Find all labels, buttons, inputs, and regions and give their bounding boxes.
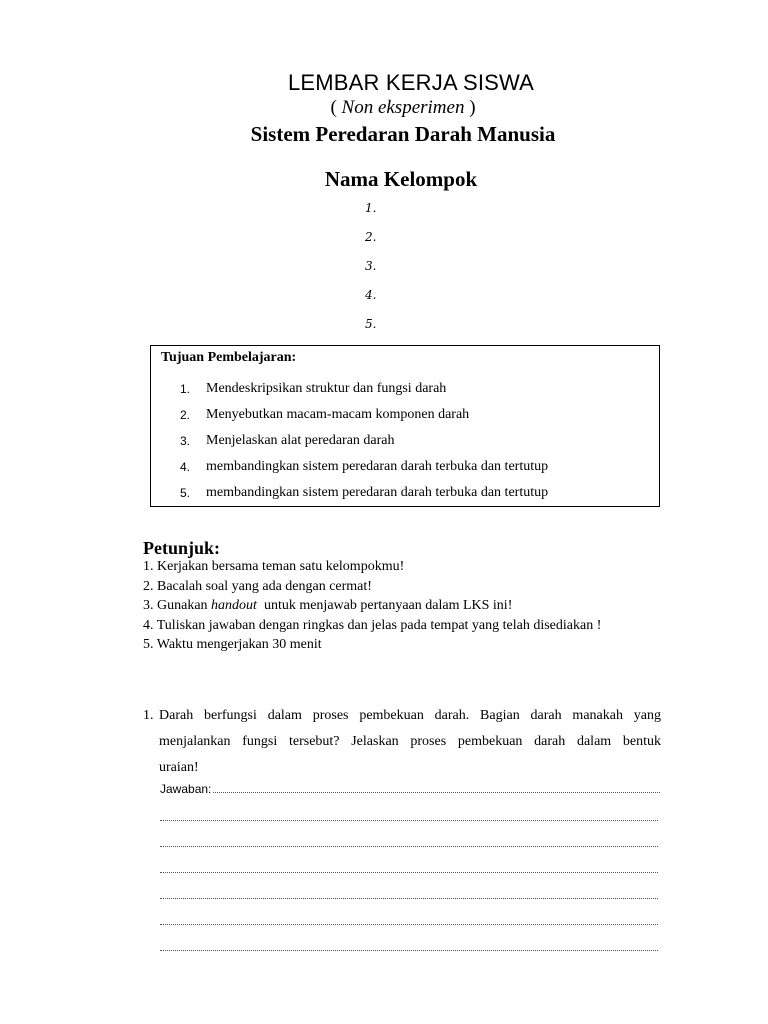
objectives-title: Tujuan Pembelajaran: (161, 350, 297, 365)
objective-item (160, 402, 548, 428)
instruction-item: 4. Tuliskan jawaban dengan ringkas dan jelas pada tempat yang telah disediakan ! (143, 617, 602, 633)
objectives-list (160, 376, 548, 506)
objective-number: 2. (179, 408, 190, 422)
question-line (143, 755, 661, 781)
instruction-item: 1. Kerjakan bersama teman satu kelompokmu! (143, 559, 405, 574)
objective-text: membandingkan sistem peredaran darah terbuka dan tertutup (206, 485, 549, 500)
worksheet-title: LEMBAR KERJA SISWA (287, 70, 535, 95)
question-text: uraian! (159, 760, 199, 775)
group-member-number: 3. (365, 259, 377, 273)
objective-item (160, 454, 548, 480)
objective-item (160, 428, 548, 454)
answer-row[interactable] (160, 782, 660, 796)
instruction-italic-text: handout (211, 598, 257, 613)
question-line (143, 703, 661, 729)
objective-number: 5. (179, 486, 190, 500)
group-member-number: 4. (365, 288, 377, 302)
group-member-number: 5. (365, 317, 377, 331)
instructions-title: Petunjuk: (143, 538, 221, 558)
question-text: Darah berfungsi dalam proses pembekuan darah. Bagian darah manakah yang (159, 708, 661, 723)
objective-number: 1. (179, 382, 190, 396)
objective-number: 3. (179, 434, 190, 448)
subtitle-italic: Non eksperimen (341, 97, 465, 118)
instruction-text: untuk menjawab pertanyaan dalam LKS ini! (256, 598, 513, 613)
worksheet-topic: Sistem Peredaran Darah Manusia (250, 122, 556, 146)
answer-dotted-line[interactable] (160, 898, 658, 899)
objective-text: Menjelaskan alat peredaran darah (206, 433, 395, 448)
group-member-number: 2. (365, 230, 377, 244)
answer-dotted-line[interactable] (160, 846, 658, 847)
group-heading: Nama Kelompok (324, 167, 478, 191)
question-number: 1. (143, 708, 154, 723)
answer-dotted-line[interactable] (160, 950, 658, 951)
subtitle-close: ) (464, 97, 476, 118)
group-member-number: 1. (365, 201, 377, 215)
instruction-text: 3. Gunakan (143, 598, 212, 613)
subtitle-open: ( (330, 97, 342, 118)
instruction-item: 5. Waktu mengerjakan 30 menit (143, 637, 322, 652)
objective-number: 4. (179, 460, 190, 474)
objective-item (160, 480, 548, 506)
answer-dotted-line[interactable] (160, 924, 658, 925)
answer-dotted-line[interactable] (213, 782, 660, 793)
objective-text: Menyebutkan macam-macam komponen darah (206, 407, 470, 422)
group-member-list (365, 200, 376, 345)
objective-text: membandingkan sistem peredaran darah terbuka dan tertutup (206, 459, 549, 474)
answer-dotted-line[interactable] (160, 872, 658, 873)
answer-dotted-line[interactable] (160, 820, 658, 821)
question-1 (143, 703, 661, 781)
question-text: menjalankan fungsi tersebut? Jelaskan proses pembekuan darah dalam bentuk (159, 734, 661, 749)
instruction-item: 2. Bacalah soal yang ada dengan cermat! (143, 578, 372, 594)
objective-text: Mendeskripsikan struktur dan fungsi darah (206, 381, 447, 396)
instruction-item (143, 596, 601, 616)
objective-item (160, 376, 548, 402)
worksheet-subtitle (0, 97, 768, 119)
answer-label: Jawaban: (160, 782, 212, 796)
question-line (143, 729, 661, 755)
instructions-list (143, 557, 601, 655)
